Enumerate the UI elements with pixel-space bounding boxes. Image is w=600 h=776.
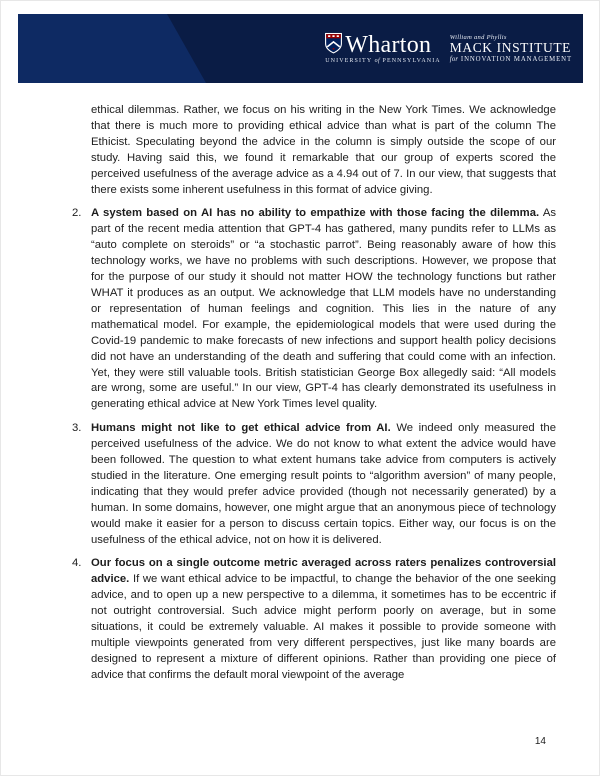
wharton-mack-logo (325, 32, 572, 63)
penn-shield-icon (325, 32, 342, 53)
mack-institute-subtitle: for INNOVATION MANAGEMENT (449, 55, 572, 63)
header-banner (18, 14, 583, 83)
list-item-body: If we want ethical advice to be impactful, to change the behavior of the one seeking advice, and to open up a new perspective to a dilemma, it sometimes has to be eccentric if not outright controversial. Such advice might perform poorly on average, but in some situations, it could be extremely valuable. AI makes it possible to provide someone with multiple viewpoints generated from very different perspectives, just like many boards are designed to represent a mixture of different opinions. Rather than providing one piece of advice that confirms the default moral viewpoint of the average (91, 573, 557, 681)
wharton-lockup (325, 32, 441, 63)
list-item-body: As part of the recent media attention that GPT-4 has gathered, many pundits refer to LLMs as “auto complete on steroids” or “a stochastic parrot”. Being reasonably aware of how this technology works, we have no problems with such descriptions. However, we propose that for the purpose of our study it should not matter HOW the technology functions but rather WHAT it produces as an output. We acknowledge that LLM models have no understanding or representation of human feelings and cognition. This lies in the nature of any mathematical model. For example, the epidemiological models that were used during the Covid-19 pandemic to make forecasts of new infections and support health policy decisions did not have an understanding of the death and suffering that could come with an infection. Yet, they were still valuable tools. British statistician George Box allegedly said: “All models are wrong, some are useful.” In our view, GPT-4 has clearly demonstrated its usefulness in generating ethical advice at New York Times level quality. (91, 207, 557, 411)
list-item-lead: Our focus on a single outcome metric averaged across raters penalizes controversial advice. (91, 557, 556, 586)
mack-institute-lockup (450, 32, 572, 62)
list-item-3 (72, 421, 556, 548)
list-item-body: We indeed only measured the perceived usefulness of the advice. We do not know to what extent the advice would have been followed. The question to what extent humans take advice from computers is actively studied in the literature. One emerging result points to “algorithm aversion” of many people, indicating that they would prefer advice provided (though not necessarily generated) by a human. In some domains, however, one might argue that an anonymous piece of technology would make it easier for a person to discuss certain topics. Either way, our focus is on the usefulness of the ethical advice, not on how it is delivered. (91, 422, 556, 546)
banner-accent-shape (18, 14, 228, 83)
list-item-number: 2. (72, 207, 82, 220)
mack-institute-patrons-label: William and Phyllis (449, 33, 507, 41)
list-item-lead: Humans might not like to get ethical advice from AI. (91, 422, 391, 435)
mack-institute-name: MACK INSTITUTE (449, 39, 572, 55)
list-item-lead: A system based on AI has no ability to empathize with those facing the dilemma. (91, 207, 540, 220)
list-item-number: 4. (72, 557, 82, 570)
page-body (72, 103, 557, 684)
university-of-pennsylvania-label: UNIVERSITY of PENNSYLVANIA (325, 57, 441, 64)
list-item-2 (72, 206, 557, 413)
list-item-4 (72, 556, 557, 683)
wharton-wordmark: Wharton (345, 31, 432, 58)
page-number: 14 (534, 736, 546, 747)
list-item-number: 3. (72, 422, 82, 435)
intro-paragraph: ethical dilemmas. Rather, we focus on his writing in the New York Times. We acknowledge that there is much more to providing ethical advice than what is part of the column The Ethicist. Speculating beyond the advice in the column is simply outside the scope of our study. Having said this, we found it remarkable that our group of experts scored the perceived usefulness of the average advice as a 4.94 out of 7. In our view, that suggests that there exists some inherent usefulness in this format of advice giving. (91, 104, 556, 196)
